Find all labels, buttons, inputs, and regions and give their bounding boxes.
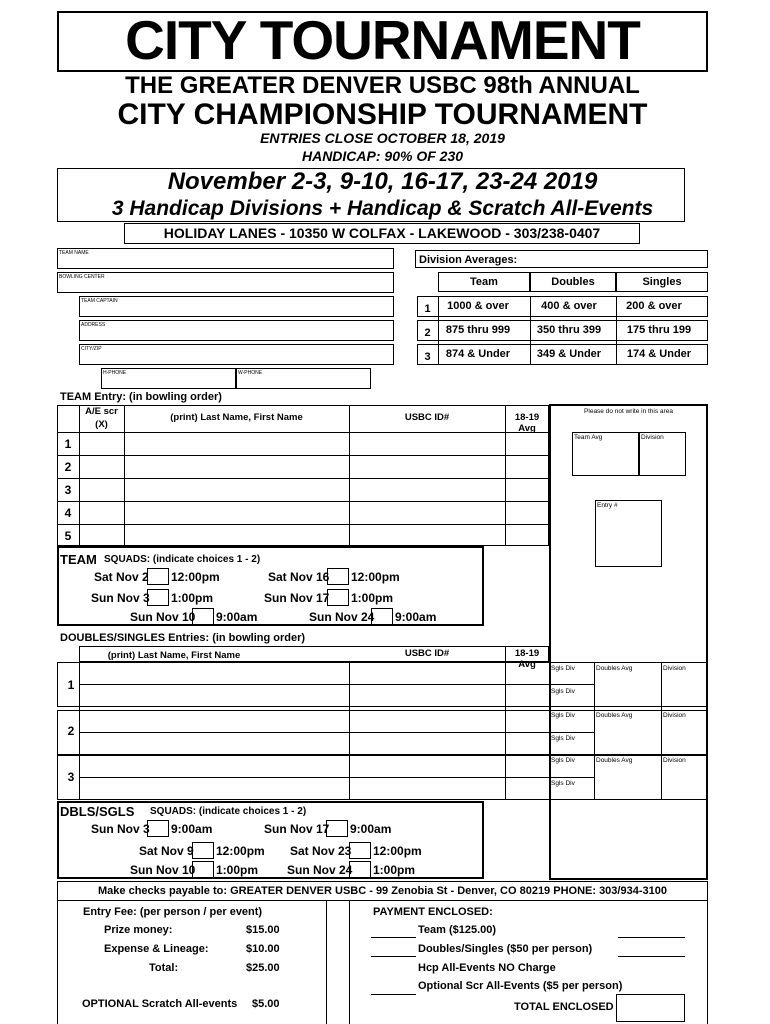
division-num-1: 1 bbox=[424, 303, 431, 315]
team-fee-amount-blank[interactable] bbox=[618, 937, 685, 938]
h-phone-label: H-PHONE bbox=[103, 370, 127, 376]
team-squad-sun-nov-17: Sun Nov 17 bbox=[264, 591, 330, 605]
tournament-dates: November 2-3, 9-10, 16-17, 23-24 2019 bbox=[167, 168, 598, 195]
prize-money-label: Prize money: bbox=[104, 924, 173, 936]
page-title: CITY TOURNAMENT bbox=[125, 9, 640, 71]
dbls-squads-subtitle: SQUADS: (indicate choices 1 - 2) bbox=[150, 806, 307, 817]
division-team-1: 1000 & over bbox=[447, 300, 509, 312]
expense-value: $10.00 bbox=[246, 943, 280, 955]
doubles-col-name: (print) Last Name, First Name bbox=[107, 650, 241, 661]
total-value: $25.00 bbox=[246, 962, 280, 974]
division-header-team-text: Team bbox=[470, 276, 498, 288]
division-averages-label: Division Averages: bbox=[419, 254, 518, 266]
dbls-squad-sun-nov-10-checkbox[interactable] bbox=[192, 861, 214, 878]
team-squad-sun-nov-10-time: 9:00am bbox=[216, 610, 258, 624]
team-col-avg: 18-19 Avg bbox=[514, 412, 540, 434]
dbls-squad-sat-nov-9-checkbox[interactable] bbox=[192, 842, 214, 859]
division-1: Division bbox=[663, 665, 686, 672]
team-squad-sun-nov-24-time: 9:00am bbox=[395, 610, 437, 624]
entry-num-label: Entry # bbox=[597, 502, 618, 509]
sgls-div-3b: Sgls Div bbox=[551, 780, 575, 787]
w-phone-label: W-PHONE bbox=[238, 370, 263, 376]
team-fee-blank[interactable] bbox=[371, 937, 416, 938]
sgls-div-1a: Sgls Div bbox=[551, 665, 575, 672]
team-squad-sun-nov-24-checkbox[interactable] bbox=[371, 608, 393, 625]
team-squad-sat-nov-16: Sat Nov 16 bbox=[268, 570, 330, 584]
total-enclosed-box[interactable] bbox=[616, 994, 685, 1022]
team-squad-sat-nov-2-checkbox[interactable] bbox=[147, 568, 169, 585]
division-header-doubles-text: Doubles bbox=[551, 276, 595, 288]
division-singles-3: 174 & Under bbox=[626, 348, 692, 360]
total-enclosed-label: TOTAL ENCLOSED bbox=[514, 1001, 614, 1013]
doubles-row-1-num: 1 bbox=[67, 678, 75, 692]
location-text: HOLIDAY LANES - 10350 W COLFAX - LAKEWOOD - 303/238-0407 bbox=[163, 225, 601, 241]
total-label: Total: bbox=[149, 962, 179, 974]
team-squads-title: TEAM bbox=[60, 552, 97, 567]
doubles-fee-amount-blank[interactable] bbox=[618, 956, 685, 957]
team-col-ae: A/E scr bbox=[85, 406, 118, 417]
division-doubles-1: 400 & over bbox=[541, 300, 597, 312]
team-squad-sat-nov-2: Sat Nov 2 bbox=[94, 570, 149, 584]
sgls-div-1b: Sgls Div bbox=[551, 688, 575, 695]
team-col-name: (print) Last Name, First Name bbox=[170, 412, 303, 423]
team-squad-sun-nov-10-checkbox[interactable] bbox=[192, 608, 214, 625]
division-label: Division bbox=[641, 434, 664, 441]
division-doubles-3: 349 & Under bbox=[536, 348, 602, 360]
doubles-col-avg: 18-19 Avg bbox=[514, 648, 540, 670]
division-3: Division bbox=[663, 757, 686, 764]
payment-enclosed-label: PAYMENT ENCLOSED: bbox=[373, 906, 493, 918]
team-fee-label: Team ($125.00) bbox=[418, 924, 497, 936]
optional-scratch-value: $5.00 bbox=[252, 998, 280, 1010]
dbls-squad-sat-nov-23-time: 12:00pm bbox=[373, 844, 422, 858]
division-team-3: 874 & Under bbox=[445, 348, 511, 360]
hcp-all-events-label: Hcp All-Events NO Charge bbox=[418, 962, 556, 974]
division-num-2: 2 bbox=[424, 327, 431, 339]
dbls-squad-sun-nov-10-time: 1:00pm bbox=[216, 863, 259, 877]
prize-money-value: $15.00 bbox=[246, 924, 280, 936]
checks-payable: Make checks payable to: GREATER DENVER USBC - 99 Zenobia St - Denver, CO 80219 PHONE: 303/934-3100 bbox=[98, 885, 667, 897]
dbls-squad-sun-nov-3-time: 9:00am bbox=[171, 822, 213, 836]
team-squad-sat-nov-16-time: 12:00pm bbox=[351, 570, 400, 584]
sgls-div-2b: Sgls Div bbox=[551, 735, 575, 742]
team-squad-sat-nov-16-checkbox[interactable] bbox=[327, 568, 349, 585]
dbls-squad-sun-nov-17-time: 9:00am bbox=[350, 822, 392, 836]
address-label: ADDRESS bbox=[81, 322, 106, 328]
team-row-2-num: 2 bbox=[64, 460, 72, 474]
sgls-div-3a: Sgls Div bbox=[551, 757, 575, 764]
team-row-1-num: 1 bbox=[64, 437, 72, 451]
team-squad-sun-nov-24: Sun Nov 24 bbox=[309, 610, 375, 624]
doubles-col-usbc: USBC ID# bbox=[404, 648, 450, 659]
entry-num-box bbox=[595, 500, 662, 567]
dbls-squads-title: DBLS/SGLS bbox=[60, 804, 135, 819]
optional-scr-label: Optional Scr All-Events ($5 per person) bbox=[418, 980, 623, 992]
division-singles-1: 200 & over bbox=[626, 300, 682, 312]
division-singles-2: 175 thru 199 bbox=[626, 324, 692, 336]
dbls-squad-sun-nov-17-checkbox[interactable] bbox=[326, 820, 348, 837]
entry-fee-label: Entry Fee: (per person / per event) bbox=[83, 906, 263, 918]
team-name-label: TEAM NAME bbox=[59, 250, 89, 256]
dbls-squad-sun-nov-24-time: 1:00pm bbox=[373, 863, 416, 877]
bowling-center-field[interactable] bbox=[57, 272, 394, 293]
office-use-label: Please do not write in this area bbox=[584, 408, 673, 415]
dbls-squad-sun-nov-24: Sun Nov 24 bbox=[287, 863, 353, 877]
division-num-3: 3 bbox=[424, 351, 431, 363]
dbls-squad-sun-nov-3-checkbox[interactable] bbox=[147, 820, 169, 837]
team-squad-sun-nov-17-checkbox[interactable] bbox=[327, 589, 349, 606]
dbls-squad-sun-nov-24-checkbox[interactable] bbox=[349, 861, 371, 878]
division-2: Division bbox=[663, 712, 686, 719]
team-squads-subtitle: SQUADS: (indicate choices 1 - 2) bbox=[104, 554, 261, 565]
team-squad-sun-nov-3-time: 1:00pm bbox=[171, 591, 214, 605]
dbls-squad-sat-nov-23-checkbox[interactable] bbox=[349, 842, 371, 859]
team-squad-sat-nov-2-time: 12:00pm bbox=[171, 570, 220, 584]
sgls-div-2a: Sgls Div bbox=[551, 712, 575, 719]
division-header-singles-text: Singles bbox=[642, 276, 682, 288]
team-squad-sun-nov-3: Sun Nov 3 bbox=[91, 591, 150, 605]
doubles-entry-label: DOUBLES/SINGLES Entries: (in bowling order) bbox=[60, 632, 306, 644]
doubles-avg-1: Doubles Avg bbox=[596, 665, 633, 672]
doubles-avg-2: Doubles Avg bbox=[596, 712, 633, 719]
divisions-text: 3 Handicap Divisions + Handicap & Scratch All-Events bbox=[111, 197, 654, 220]
dbls-squad-sun-nov-10: Sun Nov 10 bbox=[130, 863, 196, 877]
team-squad-sun-nov-17-time: 1:00pm bbox=[351, 591, 394, 605]
team-captain-label: TEAM CAPTAIN bbox=[81, 298, 118, 304]
expense-label: Expense & Lineage: bbox=[104, 943, 209, 955]
doubles-fee-label: Doubles/Singles ($50 per person) bbox=[418, 943, 593, 955]
team-row-5-num: 5 bbox=[64, 529, 72, 543]
division-doubles-2: 350 thru 399 bbox=[536, 324, 602, 336]
team-avg-label: Team Avg bbox=[574, 434, 603, 441]
team-col-ae-x: (X) bbox=[95, 419, 108, 430]
address-field[interactable] bbox=[79, 320, 394, 341]
doubles-avg-3: Doubles Avg bbox=[596, 757, 633, 764]
team-squad-sun-nov-3-checkbox[interactable] bbox=[147, 589, 169, 606]
team-squad-sun-nov-10: Sun Nov 10 bbox=[130, 610, 196, 624]
dbls-squad-sun-nov-17: Sun Nov 17 bbox=[264, 822, 330, 836]
dbls-squad-sun-nov-3: Sun Nov 3 bbox=[91, 822, 150, 836]
doubles-fee-blank[interactable] bbox=[371, 956, 416, 957]
city-zip-label: CITY/ZIP bbox=[81, 346, 102, 352]
doubles-row-3-num: 3 bbox=[67, 770, 75, 784]
optional-scratch-label: OPTIONAL Scratch All-events bbox=[82, 998, 238, 1010]
team-entry-label: TEAM Entry: (in bowling order) bbox=[60, 391, 222, 403]
bowling-center-label: BOWLING CENTER bbox=[59, 274, 105, 280]
handicap-note: HANDICAP: 90% OF 230 bbox=[301, 148, 464, 164]
team-col-usbc: USBC ID# bbox=[404, 412, 450, 423]
optional-scr-blank[interactable] bbox=[371, 994, 416, 995]
division-team-2: 875 thru 999 bbox=[445, 324, 511, 336]
dbls-squad-sat-nov-23: Sat Nov 23 bbox=[290, 844, 352, 858]
team-name-field[interactable] bbox=[57, 248, 394, 269]
team-captain-field[interactable] bbox=[79, 296, 394, 317]
city-zip-field[interactable] bbox=[79, 344, 394, 365]
team-row-3-num: 3 bbox=[64, 483, 72, 497]
doubles-row-2-num: 2 bbox=[67, 724, 75, 738]
dbls-squad-sat-nov-9-time: 12:00pm bbox=[216, 844, 265, 858]
subtitle-championship: CITY CHAMPIONSHIP TOURNAMENT bbox=[117, 98, 648, 131]
team-row-4-num: 4 bbox=[64, 506, 72, 520]
subtitle-annual: THE GREATER DENVER USBC 98th ANNUAL bbox=[125, 72, 640, 99]
dbls-squad-sat-nov-9: Sat Nov 9 bbox=[139, 844, 194, 858]
entries-close: ENTRIES CLOSE OCTOBER 18, 2019 bbox=[260, 130, 505, 146]
